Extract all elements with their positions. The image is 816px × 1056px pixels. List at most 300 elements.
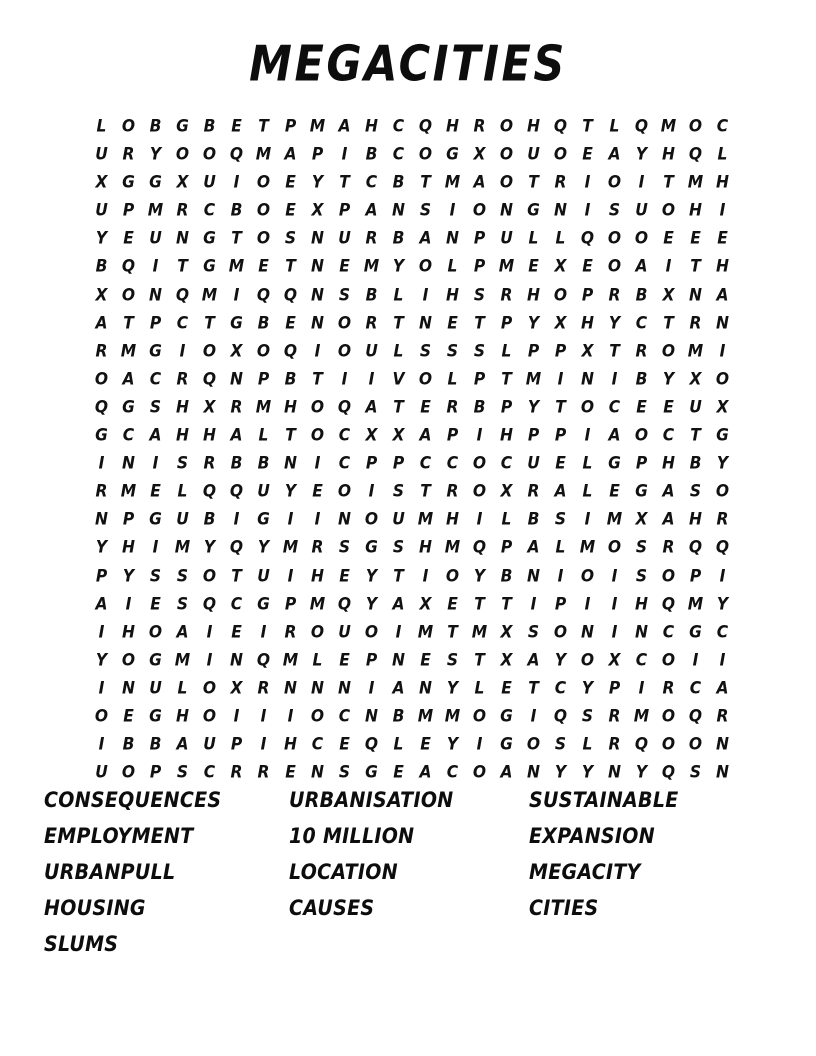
grid-letter[interactable]: G: [149, 706, 162, 726]
grid-letter[interactable]: S: [176, 565, 189, 586]
grid-letter[interactable]: Y: [608, 312, 621, 333]
grid-letter[interactable]: Q: [202, 593, 217, 614]
grid-letter[interactable]: X: [635, 509, 648, 530]
word-list-item[interactable]: SUSTAINABLE: [529, 787, 679, 813]
grid-letter[interactable]: P: [365, 650, 378, 670]
grid-letter[interactable]: O: [418, 144, 433, 164]
grid-letter[interactable]: U: [527, 144, 540, 164]
grid-letter[interactable]: O: [256, 200, 271, 220]
grid-letter[interactable]: C: [392, 116, 405, 136]
grid-letter[interactable]: B: [203, 509, 216, 530]
grid-letter[interactable]: S: [392, 537, 405, 558]
grid-letter[interactable]: B: [284, 369, 297, 389]
grid-letter[interactable]: B: [230, 200, 243, 220]
grid-letter[interactable]: G: [716, 425, 729, 445]
grid-letter[interactable]: I: [368, 481, 375, 501]
grid-letter[interactable]: G: [203, 256, 216, 277]
grid-letter[interactable]: L: [447, 369, 458, 389]
grid-letter[interactable]: R: [635, 341, 648, 361]
grid-letter[interactable]: P: [527, 425, 540, 445]
grid-letter[interactable]: I: [314, 509, 321, 530]
grid-letter[interactable]: S: [554, 509, 567, 530]
grid-letter[interactable]: N: [230, 650, 243, 670]
grid-letter[interactable]: P: [230, 734, 243, 754]
grid-letter[interactable]: Q: [715, 537, 730, 558]
grid-letter[interactable]: S: [392, 481, 405, 501]
grid-letter[interactable]: I: [422, 565, 429, 586]
grid-letter[interactable]: N: [392, 650, 405, 670]
grid-letter[interactable]: Q: [634, 116, 649, 136]
grid-letter[interactable]: O: [634, 425, 649, 445]
grid-letter[interactable]: U: [365, 341, 378, 361]
grid-letter[interactable]: A: [419, 228, 432, 249]
grid-letter[interactable]: G: [149, 341, 162, 361]
grid-letter[interactable]: N: [419, 678, 432, 698]
grid-letter[interactable]: H: [446, 509, 459, 530]
grid-letter[interactable]: O: [661, 200, 676, 220]
grid-letter[interactable]: I: [665, 256, 672, 277]
grid-letter[interactable]: M: [282, 537, 299, 558]
grid-letter[interactable]: O: [202, 706, 217, 726]
grid-letter[interactable]: A: [527, 650, 540, 670]
grid-letter[interactable]: M: [687, 593, 704, 614]
grid-letter[interactable]: A: [392, 678, 405, 698]
grid-letter[interactable]: T: [474, 312, 485, 333]
grid-letter[interactable]: O: [175, 144, 190, 164]
grid-letter[interactable]: E: [447, 312, 458, 333]
grid-letter[interactable]: H: [122, 537, 135, 558]
grid-letter[interactable]: L: [501, 509, 512, 530]
grid-letter[interactable]: Y: [527, 397, 540, 417]
grid-letter[interactable]: B: [95, 256, 108, 277]
grid-letter[interactable]: N: [554, 200, 567, 220]
grid-letter[interactable]: S: [608, 200, 621, 220]
grid-letter[interactable]: L: [393, 284, 404, 305]
grid-letter[interactable]: T: [420, 172, 431, 192]
grid-letter[interactable]: A: [716, 678, 729, 698]
grid-letter[interactable]: B: [392, 228, 405, 249]
grid-letter[interactable]: C: [716, 621, 729, 642]
grid-letter[interactable]: Q: [202, 369, 217, 389]
grid-letter[interactable]: R: [608, 706, 621, 726]
grid-letter[interactable]: M: [444, 537, 461, 558]
grid-letter[interactable]: I: [584, 172, 591, 192]
grid-letter[interactable]: H: [500, 425, 513, 445]
grid-letter[interactable]: Y: [149, 144, 162, 164]
grid-letter[interactable]: Y: [95, 650, 108, 670]
grid-letter[interactable]: C: [446, 453, 459, 473]
grid-letter[interactable]: R: [716, 509, 729, 530]
grid-letter[interactable]: M: [417, 706, 434, 726]
grid-letter[interactable]: T: [501, 593, 512, 614]
grid-letter[interactable]: H: [176, 706, 189, 726]
grid-letter[interactable]: N: [419, 312, 432, 333]
grid-letter[interactable]: L: [96, 116, 107, 136]
grid-letter[interactable]: Y: [527, 312, 540, 333]
grid-letter[interactable]: I: [557, 369, 564, 389]
grid-letter[interactable]: N: [149, 284, 162, 305]
grid-letter[interactable]: B: [122, 734, 135, 754]
grid-letter[interactable]: U: [95, 200, 108, 220]
grid-letter[interactable]: I: [530, 593, 537, 614]
grid-letter[interactable]: U: [257, 565, 270, 586]
grid-letter[interactable]: O: [553, 144, 568, 164]
grid-letter[interactable]: P: [338, 200, 351, 220]
grid-letter[interactable]: V: [392, 369, 405, 389]
grid-letter[interactable]: E: [231, 621, 242, 642]
grid-letter[interactable]: R: [230, 397, 243, 417]
grid-letter[interactable]: R: [662, 537, 675, 558]
grid-letter[interactable]: O: [202, 144, 217, 164]
grid-letter[interactable]: P: [284, 116, 297, 136]
grid-letter[interactable]: E: [447, 593, 458, 614]
grid-letter[interactable]: C: [608, 397, 621, 417]
grid-letter[interactable]: M: [525, 369, 542, 389]
grid-letter[interactable]: S: [473, 284, 486, 305]
grid-letter[interactable]: L: [555, 228, 566, 249]
grid-letter[interactable]: Q: [94, 397, 109, 417]
grid-letter[interactable]: G: [689, 621, 702, 642]
grid-letter[interactable]: P: [554, 341, 567, 361]
grid-letter[interactable]: C: [203, 200, 216, 220]
grid-letter[interactable]: N: [122, 453, 135, 473]
grid-letter[interactable]: R: [446, 481, 459, 501]
grid-letter[interactable]: Q: [472, 537, 487, 558]
grid-letter[interactable]: S: [176, 593, 189, 614]
word-list-item[interactable]: SLUMS: [44, 931, 119, 957]
grid-letter[interactable]: E: [420, 397, 431, 417]
grid-letter[interactable]: E: [312, 481, 323, 501]
grid-letter[interactable]: P: [581, 284, 594, 305]
grid-letter[interactable]: L: [555, 537, 566, 558]
grid-letter[interactable]: S: [473, 341, 486, 361]
grid-letter[interactable]: E: [393, 762, 404, 782]
grid-letter[interactable]: R: [203, 453, 216, 473]
grid-letter[interactable]: C: [446, 762, 459, 782]
grid-letter[interactable]: Y: [365, 593, 378, 614]
word-list-item[interactable]: MEGACITY: [529, 859, 641, 885]
grid-letter[interactable]: N: [311, 678, 324, 698]
grid-letter[interactable]: M: [579, 537, 596, 558]
grid-letter[interactable]: H: [689, 509, 702, 530]
grid-letter[interactable]: E: [285, 762, 296, 782]
grid-letter[interactable]: M: [417, 509, 434, 530]
grid-letter[interactable]: Q: [661, 762, 676, 782]
grid-letter[interactable]: A: [554, 481, 567, 501]
grid-letter[interactable]: M: [174, 537, 191, 558]
grid-letter[interactable]: X: [662, 284, 675, 305]
grid-letter[interactable]: Y: [662, 369, 675, 389]
grid-letter[interactable]: B: [203, 116, 216, 136]
grid-letter[interactable]: Q: [256, 650, 271, 670]
word-list-item[interactable]: CITIES: [529, 895, 599, 921]
grid-letter[interactable]: O: [337, 312, 352, 333]
grid-letter[interactable]: Y: [554, 762, 567, 782]
grid-letter[interactable]: O: [337, 341, 352, 361]
grid-letter[interactable]: A: [716, 284, 729, 305]
grid-letter[interactable]: E: [231, 116, 242, 136]
grid-letter[interactable]: S: [149, 565, 162, 586]
grid-letter[interactable]: C: [338, 425, 351, 445]
grid-letter[interactable]: S: [446, 341, 459, 361]
grid-letter[interactable]: I: [584, 593, 591, 614]
grid-letter[interactable]: M: [282, 650, 299, 670]
grid-letter[interactable]: U: [257, 481, 270, 501]
grid-letter[interactable]: P: [257, 369, 270, 389]
grid-letter[interactable]: R: [446, 397, 459, 417]
grid-letter[interactable]: C: [419, 453, 432, 473]
grid-letter[interactable]: E: [582, 256, 593, 277]
grid-letter[interactable]: S: [176, 762, 189, 782]
grid-letter[interactable]: N: [338, 509, 351, 530]
grid-letter[interactable]: O: [94, 706, 109, 726]
grid-letter[interactable]: G: [446, 144, 459, 164]
grid-letter[interactable]: Q: [418, 116, 433, 136]
grid-letter[interactable]: N: [365, 706, 378, 726]
grid-letter[interactable]: X: [500, 481, 513, 501]
grid-letter[interactable]: G: [500, 734, 513, 754]
grid-letter[interactable]: Y: [365, 565, 378, 586]
grid-letter[interactable]: I: [611, 565, 618, 586]
grid-letter[interactable]: U: [392, 509, 405, 530]
grid-letter[interactable]: O: [121, 116, 136, 136]
grid-letter[interactable]: P: [311, 144, 324, 164]
grid-letter[interactable]: M: [417, 621, 434, 642]
grid-letter[interactable]: T: [123, 312, 134, 333]
grid-letter[interactable]: A: [149, 425, 162, 445]
grid-letter[interactable]: I: [287, 565, 294, 586]
grid-letter[interactable]: I: [341, 144, 348, 164]
grid-letter[interactable]: X: [419, 593, 432, 614]
grid-letter[interactable]: I: [233, 172, 240, 192]
grid-letter[interactable]: G: [122, 397, 135, 417]
grid-letter[interactable]: U: [176, 509, 189, 530]
grid-letter[interactable]: O: [661, 650, 676, 670]
grid-letter[interactable]: A: [338, 116, 351, 136]
grid-letter[interactable]: N: [635, 621, 648, 642]
grid-letter[interactable]: H: [689, 200, 702, 220]
grid-letter[interactable]: I: [476, 509, 483, 530]
grid-letter[interactable]: Q: [283, 341, 298, 361]
grid-letter[interactable]: E: [420, 734, 431, 754]
grid-letter[interactable]: I: [260, 621, 267, 642]
grid-letter[interactable]: H: [527, 284, 540, 305]
grid-letter[interactable]: N: [689, 284, 702, 305]
grid-letter[interactable]: O: [661, 565, 676, 586]
grid-letter[interactable]: N: [95, 509, 108, 530]
grid-letter[interactable]: E: [555, 453, 566, 473]
grid-letter[interactable]: X: [311, 200, 324, 220]
grid-letter[interactable]: G: [203, 228, 216, 249]
grid-letter[interactable]: M: [498, 256, 515, 277]
grid-letter[interactable]: A: [176, 621, 189, 642]
grid-letter[interactable]: H: [419, 537, 432, 558]
grid-letter[interactable]: T: [582, 116, 593, 136]
grid-letter[interactable]: O: [121, 762, 136, 782]
grid-letter[interactable]: L: [582, 453, 593, 473]
grid-letter[interactable]: N: [311, 762, 324, 782]
grid-letter[interactable]: O: [310, 425, 325, 445]
grid-letter[interactable]: O: [445, 565, 460, 586]
grid-letter[interactable]: M: [201, 284, 218, 305]
grid-letter[interactable]: Q: [175, 284, 190, 305]
grid-letter[interactable]: R: [554, 172, 567, 192]
grid-letter[interactable]: M: [120, 341, 137, 361]
grid-letter[interactable]: C: [689, 678, 702, 698]
grid-letter[interactable]: G: [257, 509, 270, 530]
grid-letter[interactable]: H: [527, 116, 540, 136]
grid-letter[interactable]: Q: [202, 481, 217, 501]
grid-letter[interactable]: E: [339, 256, 350, 277]
grid-letter[interactable]: A: [662, 509, 675, 530]
grid-letter[interactable]: C: [149, 369, 162, 389]
word-list-item[interactable]: URBANPULL: [44, 859, 176, 885]
grid-letter[interactable]: P: [608, 678, 621, 698]
grid-letter[interactable]: S: [338, 537, 351, 558]
grid-letter[interactable]: R: [257, 678, 270, 698]
grid-letter[interactable]: I: [152, 256, 159, 277]
grid-letter[interactable]: Q: [688, 706, 703, 726]
grid-letter[interactable]: H: [203, 425, 216, 445]
grid-letter[interactable]: Q: [256, 284, 271, 305]
grid-letter[interactable]: H: [446, 284, 459, 305]
grid-letter[interactable]: X: [230, 678, 243, 698]
grid-letter[interactable]: P: [473, 369, 486, 389]
grid-letter[interactable]: S: [527, 621, 540, 642]
grid-letter[interactable]: C: [662, 621, 675, 642]
grid-letter[interactable]: T: [690, 256, 701, 277]
grid-letter[interactable]: E: [690, 228, 701, 249]
grid-letter[interactable]: X: [554, 312, 567, 333]
grid-letter[interactable]: O: [661, 734, 676, 754]
grid-letter[interactable]: O: [580, 397, 595, 417]
grid-letter[interactable]: O: [418, 256, 433, 277]
grid-letter[interactable]: O: [715, 481, 730, 501]
grid-letter[interactable]: Q: [688, 144, 703, 164]
grid-letter[interactable]: S: [149, 397, 162, 417]
grid-letter[interactable]: L: [501, 341, 512, 361]
grid-letter[interactable]: Q: [121, 256, 136, 277]
grid-letter[interactable]: A: [608, 144, 621, 164]
grid-letter[interactable]: E: [582, 144, 593, 164]
grid-letter[interactable]: N: [338, 678, 351, 698]
grid-letter[interactable]: G: [365, 762, 378, 782]
grid-letter[interactable]: O: [526, 734, 541, 754]
grid-letter[interactable]: M: [471, 621, 488, 642]
grid-letter[interactable]: T: [204, 312, 215, 333]
grid-letter[interactable]: X: [203, 397, 216, 417]
grid-letter[interactable]: G: [608, 453, 621, 473]
grid-letter[interactable]: R: [473, 116, 486, 136]
grid-letter[interactable]: O: [499, 172, 514, 192]
grid-letter[interactable]: M: [120, 481, 137, 501]
grid-letter[interactable]: M: [606, 509, 623, 530]
grid-letter[interactable]: U: [149, 228, 162, 249]
grid-letter[interactable]: N: [284, 453, 297, 473]
grid-letter[interactable]: I: [260, 706, 267, 726]
grid-letter[interactable]: U: [500, 228, 513, 249]
grid-letter[interactable]: O: [634, 228, 649, 249]
grid-letter[interactable]: S: [419, 200, 432, 220]
grid-letter[interactable]: I: [233, 284, 240, 305]
grid-letter[interactable]: I: [152, 453, 159, 473]
grid-letter[interactable]: R: [122, 144, 135, 164]
grid-letter[interactable]: R: [608, 734, 621, 754]
grid-letter[interactable]: Y: [203, 537, 216, 558]
grid-letter[interactable]: T: [393, 397, 404, 417]
grid-letter[interactable]: O: [337, 481, 352, 501]
grid-letter[interactable]: I: [287, 706, 294, 726]
grid-letter[interactable]: A: [365, 397, 378, 417]
grid-letter[interactable]: N: [311, 228, 324, 249]
grid-letter[interactable]: C: [554, 678, 567, 698]
grid-letter[interactable]: O: [148, 621, 163, 642]
grid-letter[interactable]: H: [446, 116, 459, 136]
grid-letter[interactable]: M: [363, 256, 380, 277]
grid-letter[interactable]: C: [338, 706, 351, 726]
grid-letter[interactable]: T: [528, 172, 539, 192]
grid-letter[interactable]: R: [176, 200, 189, 220]
word-list-item[interactable]: CAUSES: [289, 895, 375, 921]
grid-letter[interactable]: H: [284, 397, 297, 417]
grid-letter[interactable]: O: [364, 621, 379, 642]
grid-letter[interactable]: N: [581, 369, 594, 389]
grid-letter[interactable]: X: [608, 650, 621, 670]
grid-letter[interactable]: O: [661, 706, 676, 726]
grid-letter[interactable]: I: [98, 678, 105, 698]
grid-letter[interactable]: O: [256, 172, 271, 192]
grid-letter[interactable]: Y: [581, 678, 594, 698]
word-list-item[interactable]: 10 MILLION: [289, 823, 415, 849]
grid-letter[interactable]: M: [444, 172, 461, 192]
grid-letter[interactable]: S: [554, 734, 567, 754]
grid-letter[interactable]: O: [202, 678, 217, 698]
grid-letter[interactable]: E: [420, 650, 431, 670]
grid-letter[interactable]: M: [309, 593, 326, 614]
grid-letter[interactable]: O: [688, 116, 703, 136]
grid-letter[interactable]: Y: [95, 537, 108, 558]
grid-letter[interactable]: B: [365, 284, 378, 305]
grid-letter[interactable]: I: [611, 621, 618, 642]
grid-letter[interactable]: E: [339, 650, 350, 670]
grid-letter[interactable]: S: [581, 706, 594, 726]
grid-letter[interactable]: M: [309, 116, 326, 136]
grid-letter[interactable]: E: [609, 481, 620, 501]
grid-letter[interactable]: A: [527, 537, 540, 558]
grid-letter[interactable]: E: [150, 481, 161, 501]
grid-letter[interactable]: N: [527, 565, 540, 586]
grid-letter[interactable]: A: [365, 200, 378, 220]
grid-letter[interactable]: X: [581, 341, 594, 361]
grid-letter[interactable]: I: [719, 650, 726, 670]
grid-letter[interactable]: O: [472, 200, 487, 220]
grid-letter[interactable]: T: [447, 621, 458, 642]
grid-letter[interactable]: G: [230, 312, 243, 333]
grid-letter[interactable]: C: [716, 116, 729, 136]
grid-letter[interactable]: N: [311, 256, 324, 277]
grid-letter[interactable]: B: [689, 453, 702, 473]
grid-letter[interactable]: T: [231, 228, 242, 249]
grid-letter[interactable]: I: [368, 369, 375, 389]
grid-letter[interactable]: Q: [364, 734, 379, 754]
grid-letter[interactable]: E: [285, 312, 296, 333]
grid-letter[interactable]: O: [121, 650, 136, 670]
grid-letter[interactable]: O: [661, 341, 676, 361]
grid-letter[interactable]: B: [392, 706, 405, 726]
grid-letter[interactable]: X: [176, 172, 189, 192]
grid-letter[interactable]: C: [635, 312, 648, 333]
grid-letter[interactable]: L: [717, 144, 728, 164]
